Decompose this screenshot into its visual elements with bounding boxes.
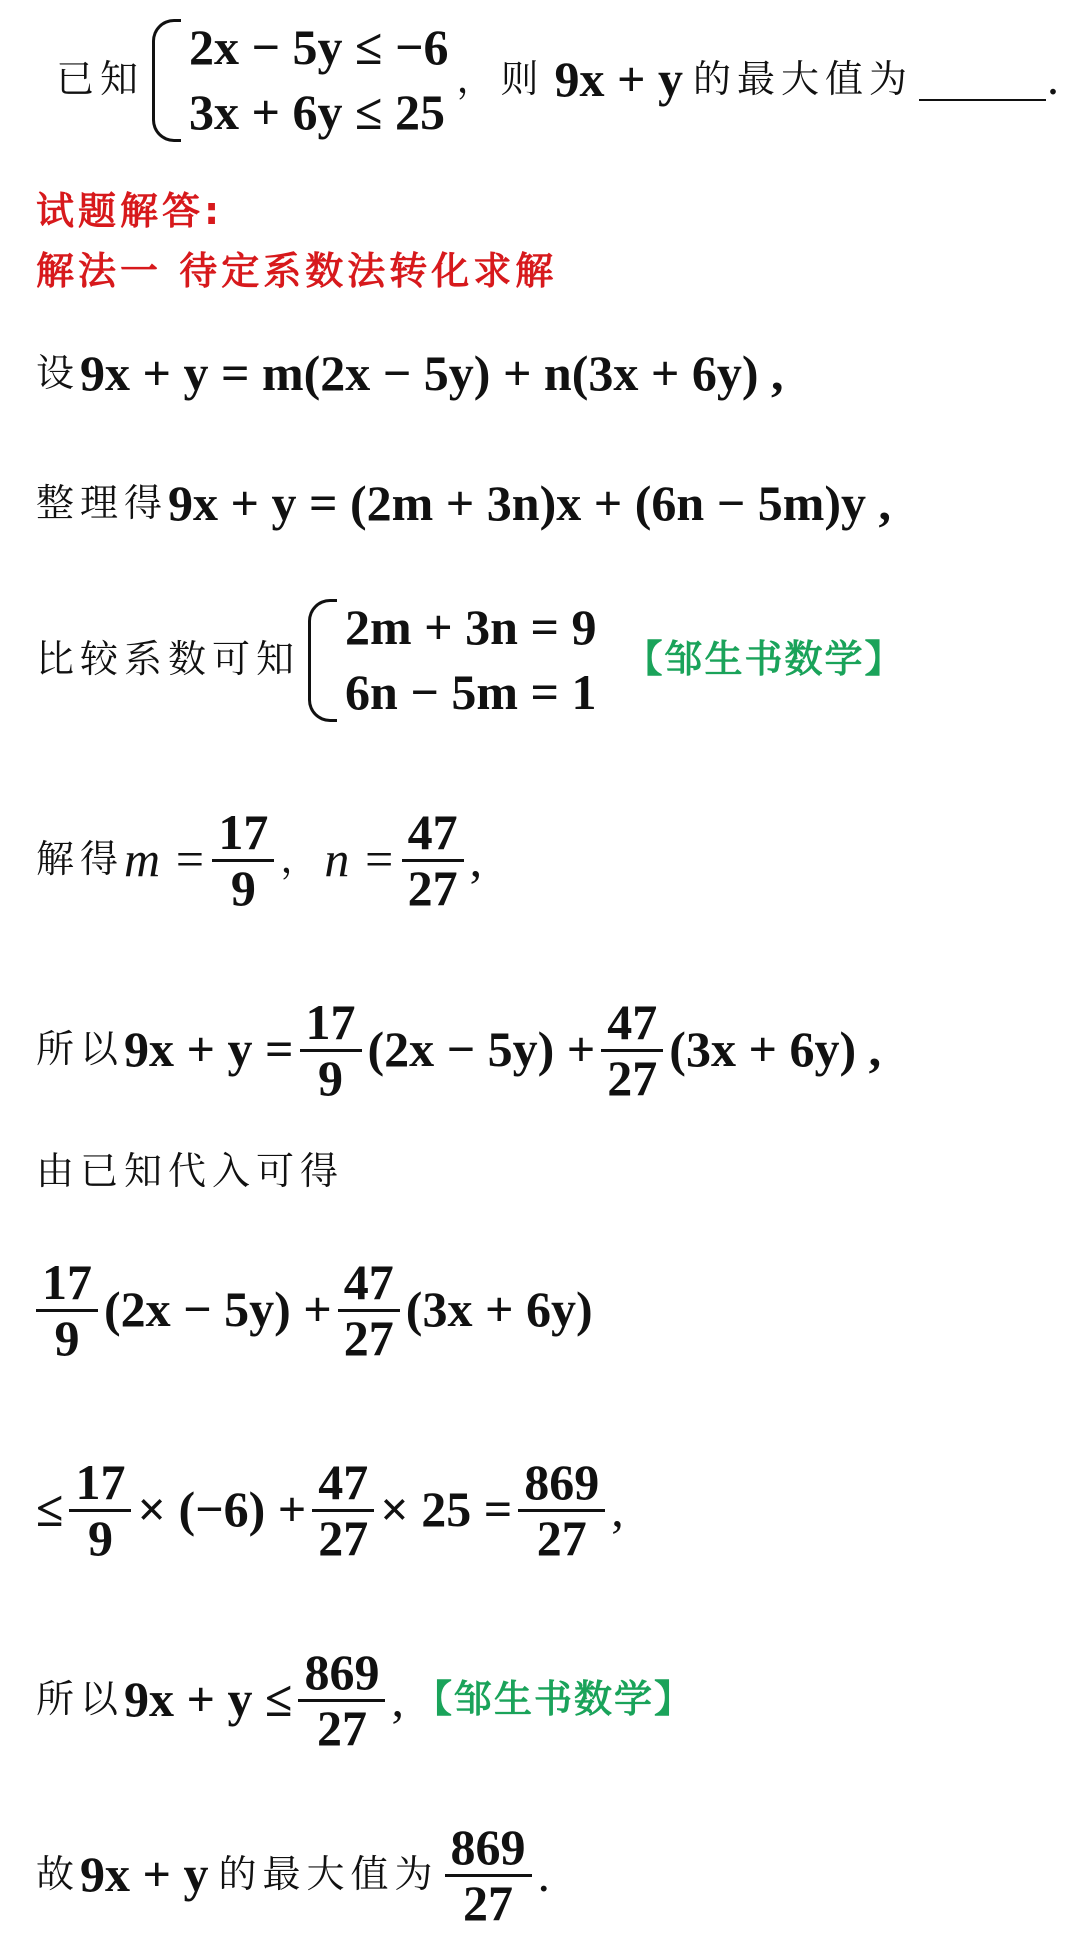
fraction-47-27: $\frac{47}{27}$ bbox=[312, 1456, 374, 1564]
method-heading bbox=[36, 250, 1060, 294]
step-10-label: 故 bbox=[36, 1852, 81, 1897]
equation-2: 6n − 5m = 1 bbox=[345, 664, 597, 720]
step-4: 解得 m = $\frac{17}{9}$ ， n = $\frac{47}{27}$ , bbox=[36, 804, 483, 916]
fraction-n: $\frac{47}{27}$ bbox=[402, 806, 464, 914]
left-brace bbox=[308, 599, 337, 722]
equation-1: 2m + 3n = 9 bbox=[345, 598, 597, 655]
watermark-2: 【邹生书数学】 bbox=[413, 1677, 694, 1722]
problem-end: . bbox=[1046, 53, 1060, 105]
answer-blank bbox=[919, 59, 1046, 101]
fraction-m: $\frac{17}{9}$ bbox=[212, 806, 274, 914]
step-2 bbox=[36, 475, 1060, 533]
method-title: 解法一 待定系数法转化求解 bbox=[36, 249, 558, 293]
step-2-expression: 9x + y = (2m + 3n)x + (6n − 5m)y , bbox=[168, 475, 891, 531]
step-6 bbox=[36, 1150, 1060, 1194]
constraint-2: 3x + 6y ≤ 25 bbox=[189, 84, 445, 140]
fraction-47-27: $\frac{47}{27}$ bbox=[601, 996, 663, 1104]
problem-mid: ，则 bbox=[456, 57, 545, 102]
constraint-1: 2x − 5y ≤ −6 bbox=[189, 18, 449, 75]
step-10: 故 9x + y 的最大值为 $\frac{869}{27}$ . bbox=[36, 1819, 551, 1931]
step-1 bbox=[36, 345, 1060, 403]
step-9: 所以 9x + y ≤ $\frac{869}{27}$ , 【邹生书数学】 bbox=[36, 1644, 694, 1756]
step-5-label: 所以 bbox=[36, 1027, 125, 1072]
step-3-label: 比较系数可知 bbox=[36, 637, 301, 682]
fraction-47-27: $\frac{47}{27}$ bbox=[338, 1256, 400, 1364]
problem-prefix: 已知 bbox=[56, 57, 145, 102]
watermark-1: 【邹生书数学】 bbox=[624, 637, 905, 682]
problem-target: 9x + y bbox=[554, 51, 683, 108]
step-5: 所以 9x + y = $\frac{17}{9}$ (2x − 5y) + $\frac{47}{27}$ (3x + 6y) , bbox=[36, 994, 882, 1106]
separator: ， bbox=[280, 837, 325, 882]
problem-suffix: 的最大值为 bbox=[692, 57, 913, 102]
solution-title: 试题解答: bbox=[36, 189, 224, 233]
constraint-system bbox=[152, 19, 448, 142]
left-brace bbox=[152, 19, 181, 142]
solution-heading bbox=[36, 190, 1060, 234]
fraction-17-9: $\frac{17}{9}$ bbox=[36, 1256, 98, 1364]
fraction-869-27: $\frac{869}{27}$ bbox=[518, 1456, 605, 1564]
step-2-label: 整理得 bbox=[36, 480, 169, 525]
m-equals: m = bbox=[124, 831, 207, 888]
step-1-label: 设 bbox=[36, 350, 81, 395]
n-equals: n = bbox=[324, 831, 396, 888]
fraction-17-9: $\frac{17}{9}$ bbox=[69, 1456, 131, 1564]
fraction-869-27: $\frac{869}{27}$ bbox=[445, 1821, 532, 1929]
fraction-17-9: $\frac{17}{9}$ bbox=[300, 996, 362, 1104]
step-8: ≤ $\frac{17}{9}$ × (−6) + $\frac{47}{27}$ × 25 = $\frac{869}{27}$ , bbox=[36, 1454, 624, 1566]
step-1-expression: 9x + y = m(2x − 5y) + n(3x + 6y) , bbox=[80, 345, 784, 401]
step-3 bbox=[36, 590, 1060, 730]
problem-statement bbox=[36, 20, 1060, 140]
fraction-869-27: $\frac{869}{27}$ bbox=[298, 1646, 385, 1754]
step-9-label: 所以 bbox=[36, 1677, 125, 1722]
step-4-label: 解得 bbox=[36, 837, 125, 882]
step-7: $\frac{17}{9}$ (2x − 5y) + $\frac{47}{27}$ (3x + 6y) bbox=[36, 1250, 1060, 1370]
coefficient-system bbox=[308, 599, 596, 722]
step-6-text: 由已知代入可得 bbox=[36, 1149, 345, 1193]
